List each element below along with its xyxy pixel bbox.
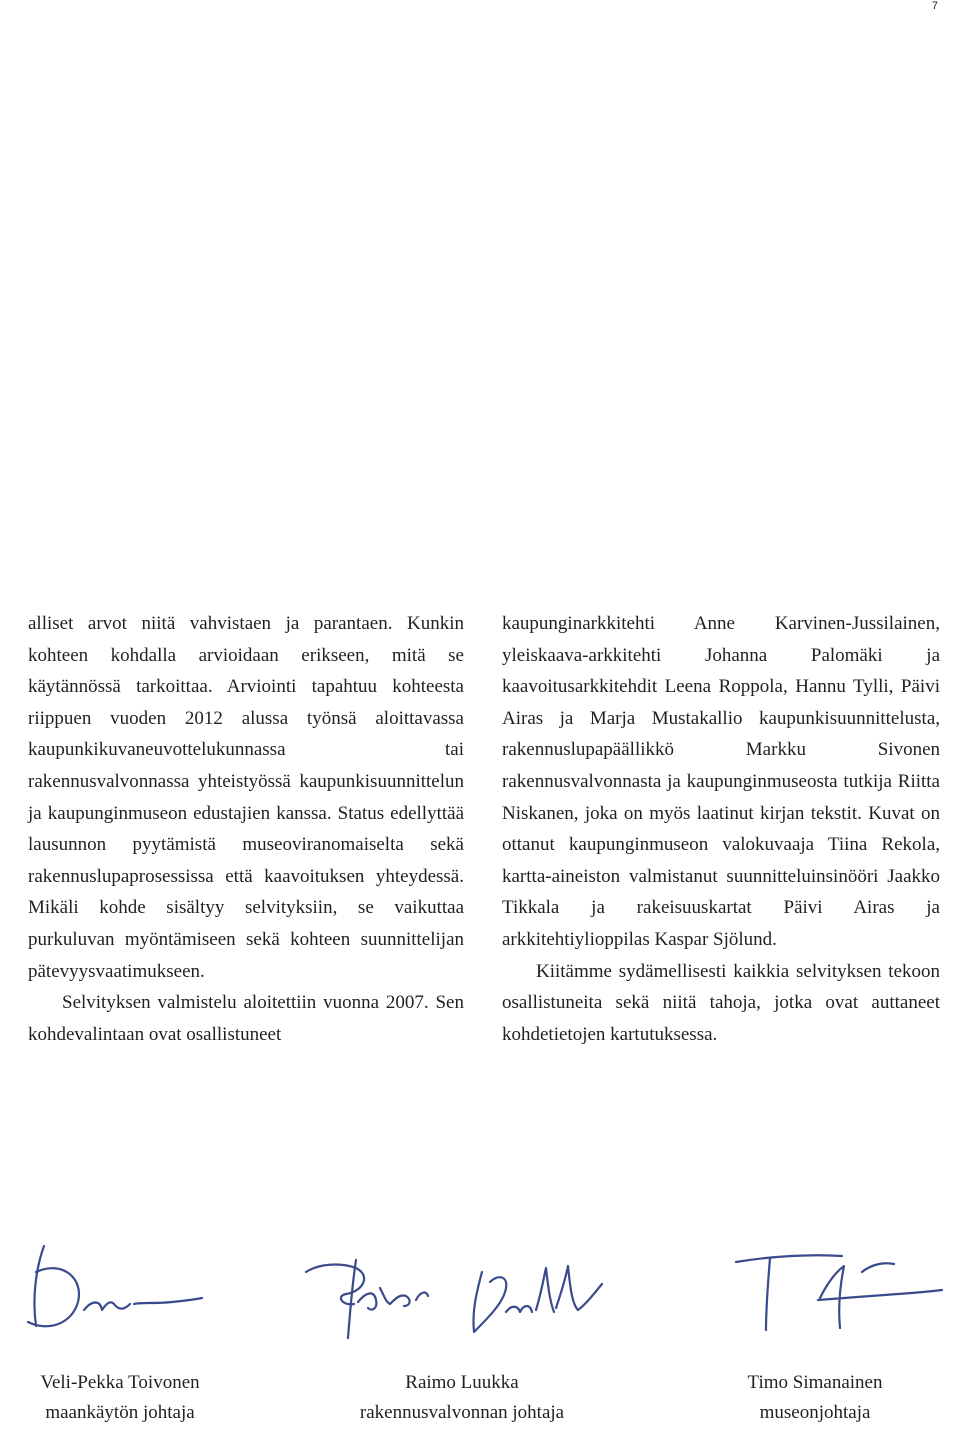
signatory-name: Timo Simanainen — [747, 1372, 883, 1393]
left-paragraph-2: Selvityksen valmistelu aloitettiin vuonna 2007. Sen kohdevalintaan ovat osallistuneet — [28, 992, 464, 1045]
right-paragraph-2: Kiitämme sydämellisesti kaikkia selvityksen tekoon osallistuneita sekä niitä tahoja, jotka ovat auttaneet kohdetietojen kartutuksessa. — [502, 960, 940, 1045]
signatory-title: rakennusvalvonnan johtaja — [359, 1402, 565, 1423]
page-number: 7 — [931, 0, 938, 12]
signature-toivonen — [22, 1238, 212, 1348]
signatures-area — [0, 1238, 960, 1348]
right-paragraph-1: kaupunginarkkitehti Anne Karvinen-Jussilainen, yleiskaava-arkkitehti Johanna Palomäki ja kaavoitusarkkitehdit Leena Roppola, Hannu Tylli, Päivi Airas ja Marja Mustakallio kaupunkisuunnittelusta, rakennuslupapäällikkö Markku Sivonen rakennusvalvonnasta ja kaupunginmuseosta tutkija Riitta Niskanen, joka on myös laatinut kirjan tekstit. Kuvat on ottanut kaupunginmuseon valokuvaaja Tiina Rekola, kartta-aineiston valmistanut suunnitteluinsinööri Jaakko Tikkala ja rakeisuuskartat Päivi Airas ja arkkitehtiylioppilas Kaspar Sjölund. — [502, 613, 940, 950]
signatory-toivonen — [0, 1368, 240, 1428]
right-text-column — [502, 608, 940, 1050]
signatory-luukka — [322, 1368, 602, 1428]
left-text-column — [28, 608, 464, 1050]
signature-luukka — [292, 1246, 622, 1346]
signatory-name: Raimo Luukka — [405, 1372, 519, 1393]
signatory-simanainen — [710, 1368, 920, 1428]
signature-simanainen — [722, 1242, 952, 1342]
signatory-title: museonjohtaja — [759, 1402, 871, 1423]
left-paragraph-1: alliset arvot niitä vahvistaen ja parantaen. Kunkin kohteen kohdalla arvioidaan erikseen, mitä se käytännössä tarkoittaa. Arviointi tapahtuu kohteesta riippuen vuoden 2012 alussa työnsä aloittavassa kaupunkikuvaneuvottelukunnassa tai rakennusvalvonnassa yhteistyössä kaupunkisuunnittelun ja kaupunginmuseon edustajien kanssa. Status edellyttää lausunnon pyytämistä museoviranomaiselta sekä rakennuslupaprosessissa että kaavoituksen yhteydessä. Mikäli kohde sisältyy selvityksiin, se vaikuttaa purkuluvan myöntämiseen sekä kohteen suunnittelijan pätevyysvaatimukseen. — [28, 613, 464, 982]
signatory-title: maankäytön johtaja — [45, 1402, 195, 1423]
signatory-name: Veli-Pekka Toivonen — [40, 1372, 200, 1393]
